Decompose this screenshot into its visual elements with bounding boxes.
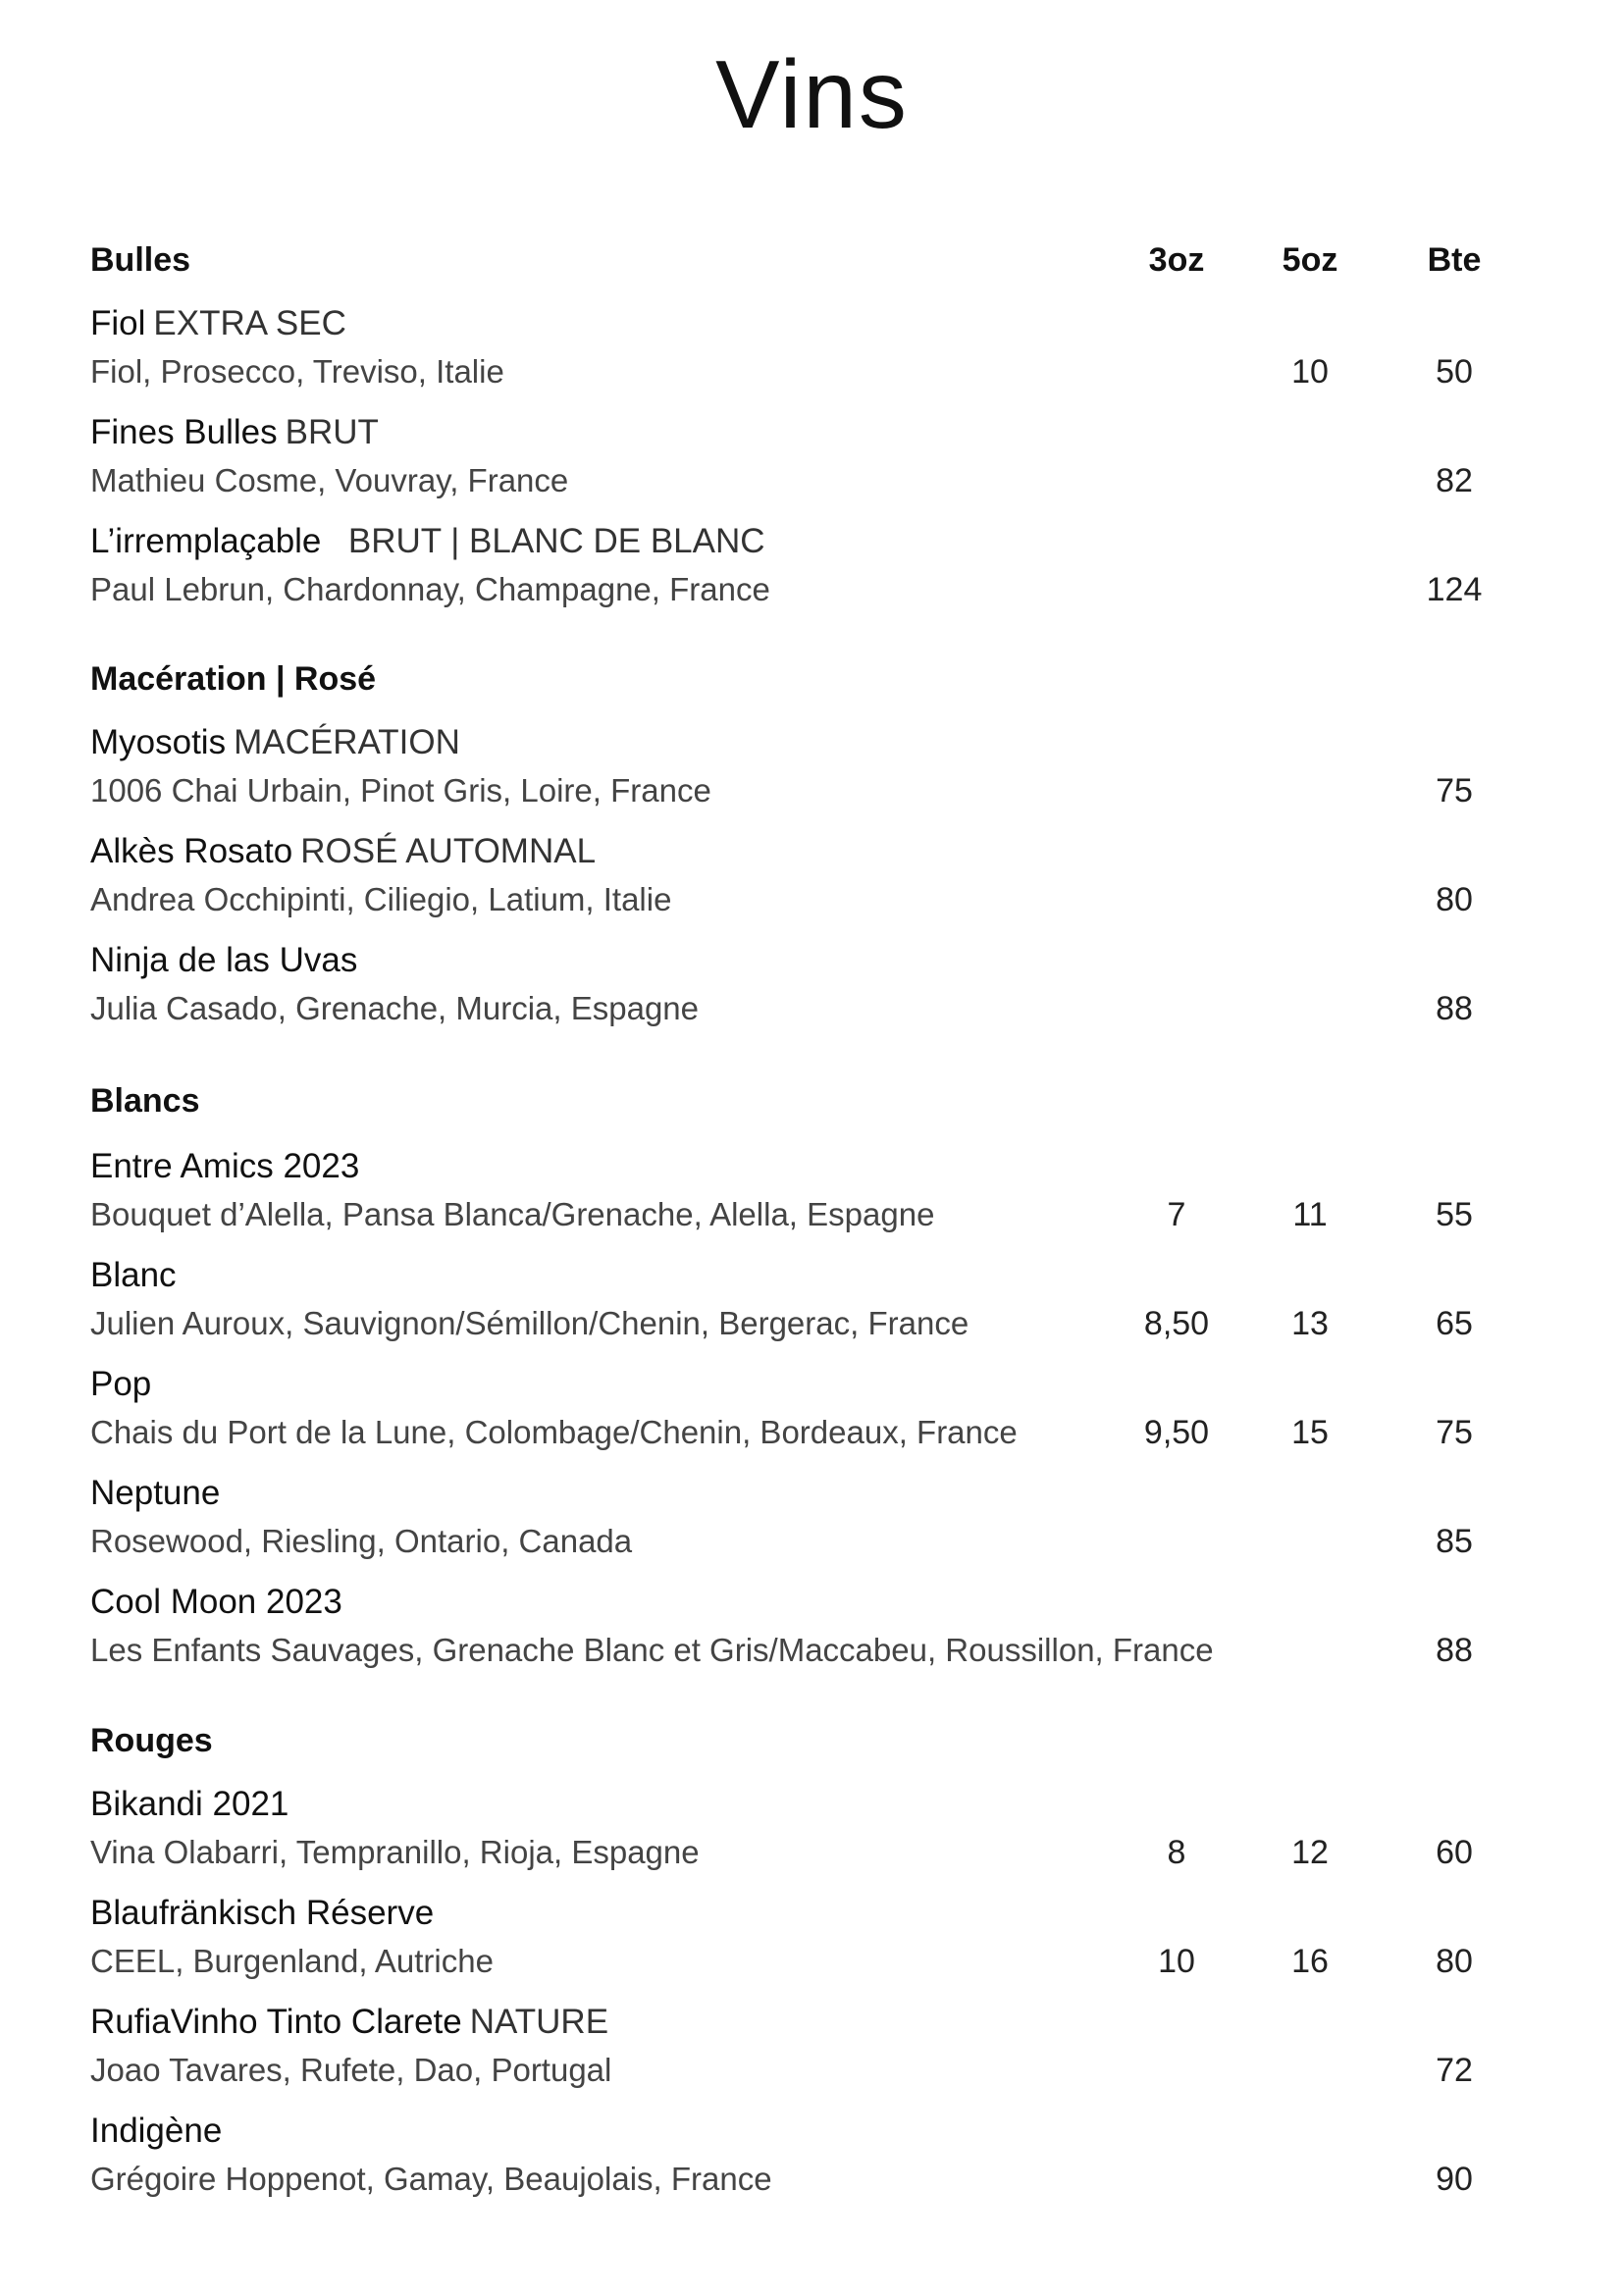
price-bottle: 80 bbox=[1436, 1943, 1473, 1980]
wine-detail: Rosewood, Riesling, Ontario, Canada bbox=[90, 1523, 633, 1559]
price-5oz: 10 bbox=[1291, 353, 1329, 391]
section-title: Macération | Rosé bbox=[90, 660, 377, 698]
section-title: Blancs bbox=[90, 1082, 200, 1120]
wine-name: Entre Amics 2023 bbox=[90, 1147, 360, 1185]
wine-item bbox=[90, 1583, 1473, 1691]
column-5oz-header: 5oz bbox=[1282, 241, 1338, 279]
price-3oz: 8 bbox=[1167, 1834, 1186, 1871]
wine-detail: Fiol, Prosecco, Treviso, Italie bbox=[90, 353, 504, 390]
wine-detail: CEEL, Burgenland, Autriche bbox=[90, 1943, 494, 1979]
wine-detail: Julia Casado, Grenache, Murcia, Espagne bbox=[90, 990, 700, 1026]
price-5oz: 15 bbox=[1291, 1414, 1329, 1451]
wine-name: L’irremplaçable bbox=[90, 522, 322, 560]
wine-name: Myosotis bbox=[90, 723, 227, 761]
price-bottle: 75 bbox=[1436, 1414, 1473, 1451]
wine-name: Indigène bbox=[90, 2112, 223, 2150]
column-bottle-header: Bte bbox=[1427, 241, 1482, 279]
wine-detail: Chais du Port de la Lune, Colombage/Chenin, Bordeaux, France bbox=[90, 1414, 1018, 1450]
price-3oz: 7 bbox=[1167, 1196, 1186, 1233]
wine-detail: Les Enfants Sauvages, Grenache Blanc et Gris/Maccabeu, Roussillon, France bbox=[90, 1632, 1214, 1668]
wine-name: Alkès Rosato bbox=[90, 832, 293, 870]
wine-item bbox=[90, 1894, 1473, 2002]
price-5oz: 16 bbox=[1291, 1943, 1329, 1980]
wine-style: MACÉRATION bbox=[234, 723, 460, 761]
price-bottle: 90 bbox=[1436, 2161, 1473, 2198]
wine-name: Pop bbox=[90, 1365, 152, 1403]
wine-item bbox=[90, 941, 1473, 1049]
price-3oz: 8,50 bbox=[1143, 1305, 1210, 1342]
wine-item bbox=[90, 723, 1473, 831]
wine-item bbox=[90, 1256, 1473, 1364]
price-bottle: 88 bbox=[1436, 990, 1473, 1027]
price-5oz: 11 bbox=[1292, 1196, 1328, 1233]
wine-name: Fines Bulles bbox=[90, 413, 278, 451]
price-bottle: 88 bbox=[1436, 1632, 1473, 1669]
wine-detail: 1006 Chai Urbain, Pinot Gris, Loire, France bbox=[90, 772, 711, 809]
wine-item bbox=[90, 304, 1473, 412]
price-5oz: 12 bbox=[1291, 1834, 1329, 1871]
column-header-row bbox=[90, 241, 1482, 288]
wine-name: Fiol bbox=[90, 304, 146, 342]
wine-name: Blanc bbox=[90, 1256, 177, 1294]
wine-item bbox=[90, 522, 1483, 630]
wine-style: BRUT | BLANC DE BLANC bbox=[329, 522, 765, 560]
wine-name: Blaufränkisch Réserve bbox=[90, 1894, 435, 1932]
wine-style: NATURE bbox=[469, 2003, 609, 2041]
wine-name: RufiaVinho Tinto Clarete bbox=[90, 2003, 462, 2041]
wine-item bbox=[90, 1785, 1473, 1893]
price-5oz: 13 bbox=[1291, 1305, 1329, 1342]
price-bottle: 50 bbox=[1436, 353, 1473, 391]
wine-name: Ninja de las Uvas bbox=[90, 941, 358, 979]
price-bottle: 72 bbox=[1436, 2052, 1473, 2089]
wine-detail: Joao Tavares, Rufete, Dao, Portugal bbox=[90, 2052, 612, 2088]
wine-style: ROSÉ AUTOMNAL bbox=[300, 832, 597, 870]
price-bottle: 124 bbox=[1426, 571, 1483, 608]
price-bottle: 60 bbox=[1436, 1834, 1473, 1871]
wine-item bbox=[90, 832, 1473, 940]
wine-name: Neptune bbox=[90, 1474, 221, 1512]
column-3oz-header: 3oz bbox=[1148, 241, 1205, 279]
wine-detail: Andrea Occhipinti, Ciliegio, Latium, Italie bbox=[90, 881, 672, 917]
wine-style: EXTRA SEC bbox=[153, 304, 346, 342]
wine-item bbox=[90, 1365, 1473, 1473]
price-bottle: 80 bbox=[1436, 881, 1473, 918]
wine-item bbox=[90, 1474, 1473, 1582]
price-bottle: 55 bbox=[1436, 1196, 1473, 1233]
page-title: Vins bbox=[715, 40, 909, 148]
price-bottle: 75 bbox=[1436, 772, 1473, 809]
wine-detail: Mathieu Cosme, Vouvray, France bbox=[90, 462, 569, 498]
price-bottle: 85 bbox=[1436, 1523, 1473, 1560]
wine-detail: Paul Lebrun, Chardonnay, Champagne, France bbox=[90, 571, 770, 607]
price-3oz: 10 bbox=[1158, 1943, 1195, 1980]
price-3oz: 9,50 bbox=[1143, 1414, 1210, 1451]
wine-name: Bikandi 2021 bbox=[90, 1785, 289, 1823]
price-bottle: 65 bbox=[1436, 1305, 1473, 1342]
wine-item bbox=[90, 2003, 1473, 2111]
wine-item bbox=[90, 1147, 1473, 1255]
wine-detail: Grégoire Hoppenot, Gamay, Beaujolais, France bbox=[90, 2161, 772, 2197]
wine-item bbox=[90, 413, 1473, 521]
wine-detail: Bouquet d’Alella, Pansa Blanca/Grenache, Alella, Espagne bbox=[90, 1196, 935, 1232]
wine-style: BRUT bbox=[285, 413, 379, 451]
section-title: Rouges bbox=[90, 1722, 213, 1759]
price-bottle: 82 bbox=[1436, 462, 1473, 499]
wine-detail: Julien Auroux, Sauvignon/Sémillon/Chenin, Bergerac, France bbox=[90, 1305, 969, 1341]
wine-detail: Vina Olabarri, Tempranillo, Rioja, Espagne bbox=[90, 1834, 700, 1870]
section-title: Bulles bbox=[90, 241, 191, 279]
wine-item bbox=[90, 2112, 1473, 2219]
wine-name: Cool Moon 2023 bbox=[90, 1583, 342, 1621]
